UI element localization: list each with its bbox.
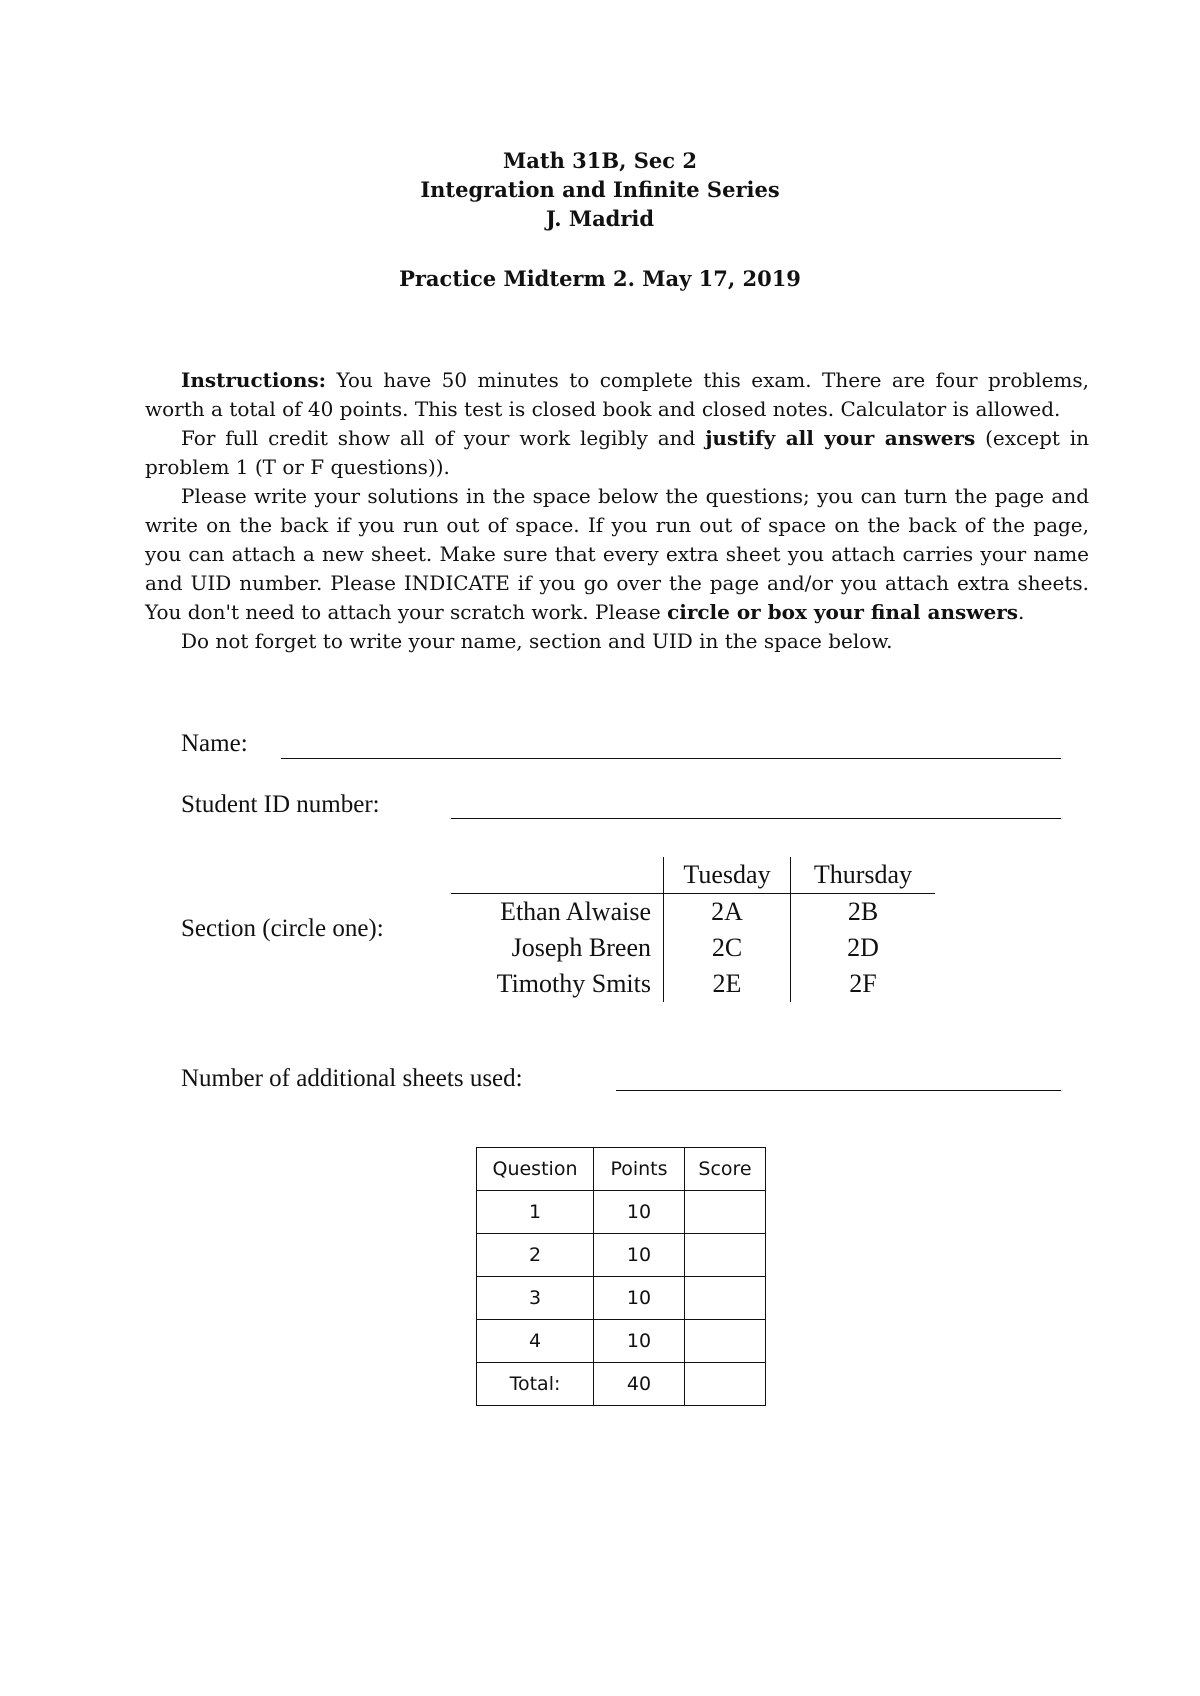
score-header-score: Score xyxy=(685,1148,766,1191)
section-option-2b[interactable]: 2B xyxy=(791,894,936,931)
section-option-2e[interactable]: 2E xyxy=(664,966,791,1002)
section-table-header-row xyxy=(451,857,935,894)
score-question: 2 xyxy=(477,1234,594,1277)
section-instructor: Timothy Smits xyxy=(496,969,651,998)
score-row xyxy=(477,1320,766,1363)
instructions-paragraph-4: Do not forget to write your name, section and UID in the space below. xyxy=(181,629,893,653)
score-table xyxy=(476,1147,766,1406)
section-row xyxy=(451,930,935,966)
instructions-bold-justify: justify all your answers xyxy=(705,426,976,450)
instructions-paragraph-1 xyxy=(145,366,1089,424)
instructions-text-3a: Please write your solutions in the space below the questions; you can turn the page and write on the back if you run out of space. If you run out of space on the back of the page, you can attach a new sheet. Make sure that every extra sheet you attach carries your name and UID number. Please INDICATE if you go over the page and/or you attach extra sheets. You don't need to attach your scratch work. Please xyxy=(145,484,1089,624)
score-cell[interactable] xyxy=(685,1234,766,1277)
score-points: 10 xyxy=(594,1234,685,1277)
name-label: Name: xyxy=(181,730,248,757)
section-instructor: Ethan Alwaise xyxy=(500,897,651,926)
section-day-tuesday: Tuesday xyxy=(664,857,791,894)
score-header-points: Points xyxy=(594,1148,685,1191)
score-cell[interactable] xyxy=(685,1191,766,1234)
section-row xyxy=(451,966,935,1002)
score-total-points: 40 xyxy=(594,1363,685,1406)
instructions-text-3-end: . xyxy=(1018,600,1025,624)
score-question: 3 xyxy=(477,1277,594,1320)
name-field[interactable] xyxy=(281,758,1061,759)
section-table xyxy=(451,857,935,1002)
score-points: 10 xyxy=(594,1191,685,1234)
instructions-text-2a: For full credit show all of your work legibly and xyxy=(181,426,696,450)
section-table-corner xyxy=(451,857,664,894)
score-question: 4 xyxy=(477,1320,594,1363)
section-option-2a[interactable]: 2A xyxy=(664,894,791,931)
score-points: 10 xyxy=(594,1320,685,1363)
score-total-cell[interactable] xyxy=(685,1363,766,1406)
section-instructor: Joseph Breen xyxy=(511,933,651,962)
course-title: Math 31B, Sec 2 xyxy=(503,148,697,173)
score-cell[interactable] xyxy=(685,1277,766,1320)
course-subtitle: Integration and Infinite Series xyxy=(420,177,780,202)
additional-sheets-field[interactable] xyxy=(616,1090,1061,1091)
exam-title: Practice Midterm 2. May 17, 2019 xyxy=(399,266,801,291)
instructions-text-1: You have 50 minutes to complete this exam. There are four problems, worth a total of 40 points. This test is closed book and closed notes. Calculator is allowed. xyxy=(145,368,1089,421)
section-option-2c[interactable]: 2C xyxy=(664,930,791,966)
section-option-2f[interactable]: 2F xyxy=(791,966,936,1002)
score-row xyxy=(477,1277,766,1320)
score-points: 10 xyxy=(594,1277,685,1320)
score-table-header-row xyxy=(477,1148,766,1191)
score-cell[interactable] xyxy=(685,1320,766,1363)
instructions-paragraph-2 xyxy=(145,424,1089,482)
instructions-paragraph-3 xyxy=(145,482,1089,627)
score-question: 1 xyxy=(477,1191,594,1234)
instructions-bold-circle: circle or box your final answers xyxy=(667,600,1018,624)
instructions-text-2b: (except in problem 1 (T or F questions)). xyxy=(145,426,1090,479)
student-id-field[interactable] xyxy=(451,818,1061,819)
score-total-row xyxy=(477,1363,766,1406)
section-label: Section (circle one): xyxy=(181,915,384,942)
score-header-question: Question xyxy=(477,1148,594,1191)
instructions-label: Instructions: xyxy=(181,368,327,392)
section-row xyxy=(451,894,935,931)
instructions-block xyxy=(145,366,1089,656)
additional-sheets-label: Number of additional sheets used: xyxy=(181,1065,523,1092)
section-option-2d[interactable]: 2D xyxy=(791,930,936,966)
instructor-name: J. Madrid xyxy=(545,206,655,231)
score-row xyxy=(477,1191,766,1234)
score-row xyxy=(477,1234,766,1277)
section-day-thursday: Thursday xyxy=(791,857,936,894)
score-total-label: Total: xyxy=(477,1363,594,1406)
student-id-label: Student ID number: xyxy=(181,791,380,818)
